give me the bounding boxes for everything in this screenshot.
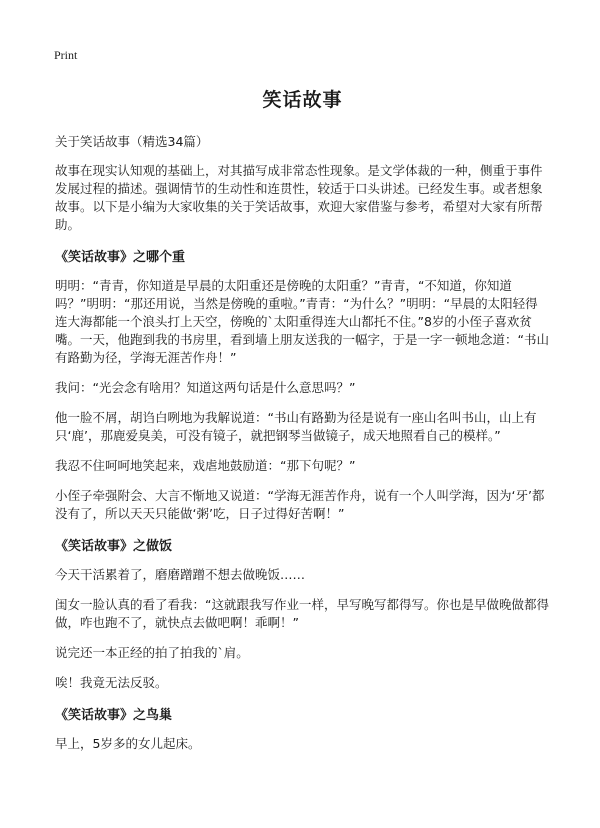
story-paragraph: 说完还一本正经的拍了拍我的`肩。 — [55, 645, 249, 660]
story-paragraph: 唉！我竟无法反驳。 — [55, 675, 168, 690]
story-paragraph: 小侄子牵强附会、大言不惭地又说道：“学海无涯苦作舟，说有一个人叫学海，因为‘牙’都没有了，所以天天只能做‘粥’吃，日子过得好苦啊！” — [55, 488, 545, 521]
section-cooking — [55, 535, 550, 692]
story-paragraph: 早上，5岁多的女儿起床。 — [55, 736, 201, 751]
section-heading: 《笑话故事》之鸟巢 — [55, 708, 173, 723]
story-paragraph: 今天干活累着了，磨磨蹭蹭不想去做晚饭…… — [55, 567, 306, 582]
section-which-heavier — [55, 246, 550, 523]
section-heading: 《笑话故事》之做饭 — [55, 539, 173, 554]
story-paragraph: 我忍不住呵呵地笑起来，戏虐地鼓励道：“那下句呢？” — [55, 458, 356, 473]
story-paragraph: 明明：“青青，你知道是早晨的太阳重还是傍晚的太阳重？”青青，“不知道，你知道吗？”明明：“那还用说，当然是傍晚的重啦。”青青：“为什么？”明明：“早晨的太阳轻得连大海都能一个浪头打上天空，傍晚的`太阳重得连大山都托不住。”8岁的小侄子喜欢贫嘴。一天，他跑到我的书房里，看到墙上朋友送我的一幅字，于是一字一顿地念道：“书山有路勤为径，学海无涯苦作舟！” — [55, 278, 549, 365]
print-link[interactable]: Print — [54, 48, 78, 62]
story-paragraph: 他一脸不屑，胡诌白咧地为我解说道：“书山有路勤为径是说有一座山名叫书山，山上有只‘鹿’，那鹿爱臭美，可没有镜子，就把钢琴当做镜子，成天地照看自己的模样。” — [55, 410, 537, 443]
story-paragraph: 闺女一脸认真的看了看我：“这就跟我写作业一样，早写晚写都得写。你也是早做晚做都得做，咋也跑不了，就快点去做吧啊！乖啊！” — [55, 597, 549, 630]
subtitle: 关于笑话故事（精选34篇） — [55, 134, 209, 149]
story-paragraph: 我问：“光会念有啥用？知道这两句话是什么意思吗？” — [55, 380, 356, 395]
section-bird-nest — [55, 704, 550, 753]
intro-paragraph: 故事在现实认知观的基础上，对其描写成非常态性现象。是文学体裁的一种，侧重于事件发展过程的描述。强调情节的生动性和连贯性，较适于口头讲述。已经发生事。或者想象故事。以下是小编为大家收集的关于笑话故事，欢迎大家借鉴与参考，希望对大家有所帮助。 — [55, 163, 543, 232]
page-title: 笑话故事 — [262, 89, 343, 111]
section-heading: 《笑话故事》之哪个重 — [55, 250, 186, 265]
